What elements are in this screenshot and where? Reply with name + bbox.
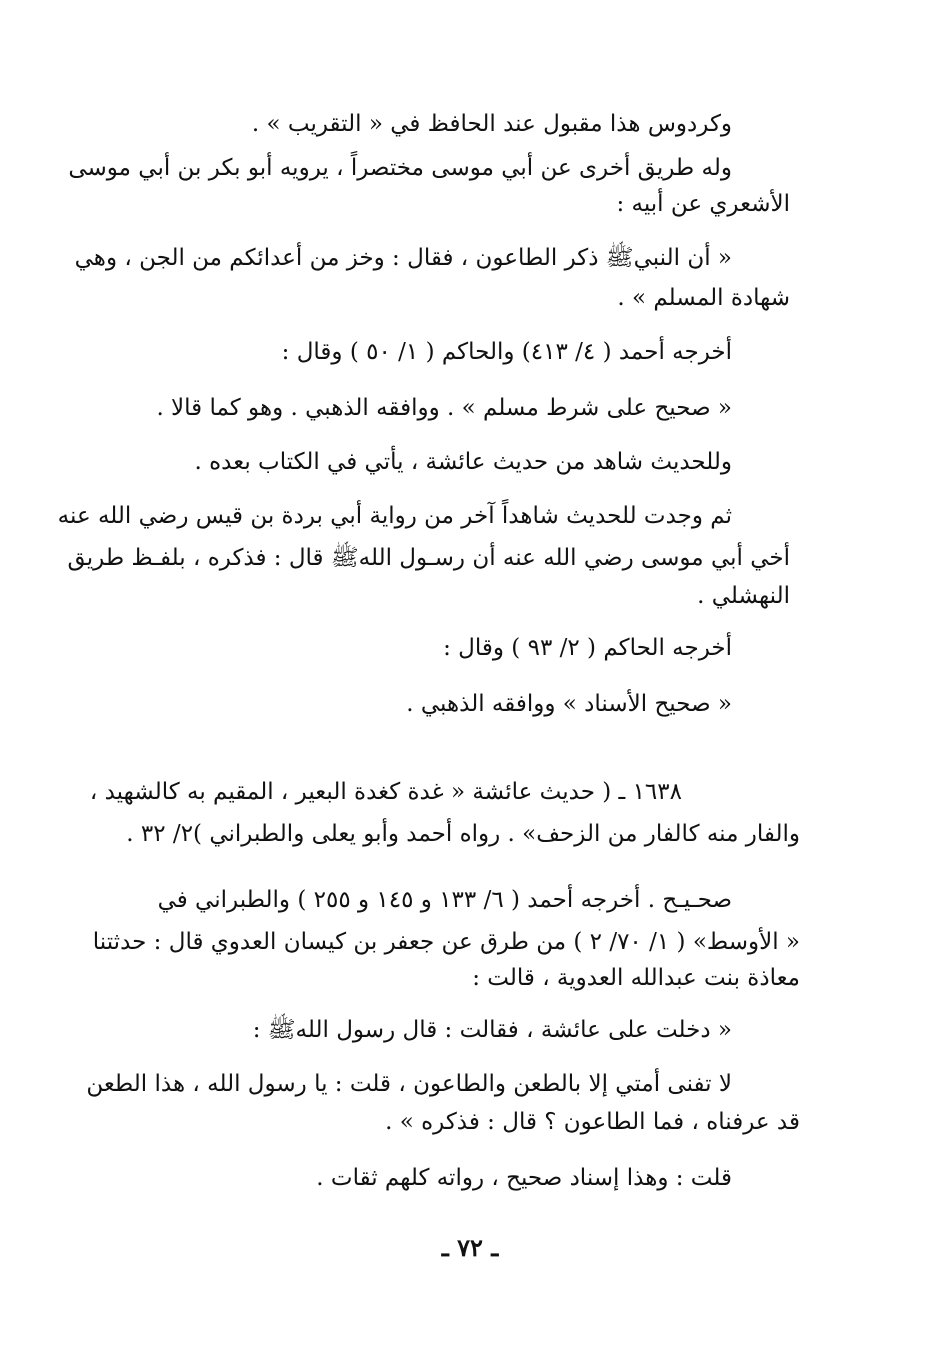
text-line: النهشلي .	[697, 583, 790, 609]
text-line: « صحيح على شرط مسلم » . ووافقه الذهبي . وهو كما قالا .	[156, 395, 732, 421]
text-line: « صحيح الأسناد » ووافقه الذهبي .	[406, 691, 732, 717]
text-line: « أن النبيﷺ ذكر الطاعون ، فقال : وخز من أعدائكم من الجن ، وهي	[74, 245, 732, 271]
text-line: أخرجه الحاكم ( ٢/ ٩٣ ) وقال :	[443, 635, 732, 661]
text-line: وللحديث شاهد من حديث عائشة ، يأتي في الكتاب بعده .	[194, 449, 732, 475]
text-line: أخي أبي موسى رضي الله عنه أن رسـول اللهﷺ قال : فذكره ، بلفـظ طريق	[67, 545, 790, 571]
text-line: وكردوس هذا مقبول عند الحافظ في « التقريب » .	[251, 111, 732, 137]
text-line: لا تفنى أمتي إلا بالطعن والطاعون ، قلت : يا رسول الله ، هذا الطعن	[86, 1071, 732, 1097]
text-line: صحـيـح . أخرجه أحمد ( ٦/ ١٣٣ و ١٤٥ و ٢٥٥ ) والطبراني في	[157, 887, 732, 913]
text-line: قلت : وهذا إسناد صحيح ، رواته كلهم ثقات .	[316, 1165, 732, 1191]
text-line: الأشعري عن أبيه :	[616, 191, 790, 217]
text-line: أخرجه أحمد ( ٤/ ٤١٣) والحاكم ( ١/ ٥٠ ) وقال :	[281, 339, 732, 365]
text-line: ١٦٣٨ ـ ( حديث عائشة « غدة كغدة البعير ، المقيم به كالشهيد ،	[89, 779, 682, 805]
text-line: « الأوسط» ( ١/ ٧٠/ ٢ ) من طرق عن جعفر بن كيسان العدوي قال : حدثتنا	[92, 929, 800, 955]
text-line: ثم وجدت للحديث شاهداً آخر من رواية أبي بردة بن قيس رضي الله عنه	[57, 503, 732, 529]
text-line: والفار منه كالفار من الزحف» . رواه أحمد وأبو يعلى والطبراني )٢/ ٣٢ .	[126, 821, 800, 847]
text-line: شهادة المسلم » .	[617, 285, 790, 311]
page-number: ـ ٧٢ ـ	[441, 1233, 499, 1262]
text-line: معاذة بنت عبدالله العدوية ، قالت :	[472, 965, 800, 991]
text-line: قد عرفناه ، فما الطاعون ؟ قال : فذكره » .	[385, 1109, 800, 1135]
text-line: « دخلت على عائشة ، فقالت : قال رسول اللهﷺ :	[252, 1017, 732, 1043]
text-line: وله طريق أخرى عن أبي موسى مختصراً ، يرويه أبو بكر بن أبي موسى	[68, 155, 732, 181]
